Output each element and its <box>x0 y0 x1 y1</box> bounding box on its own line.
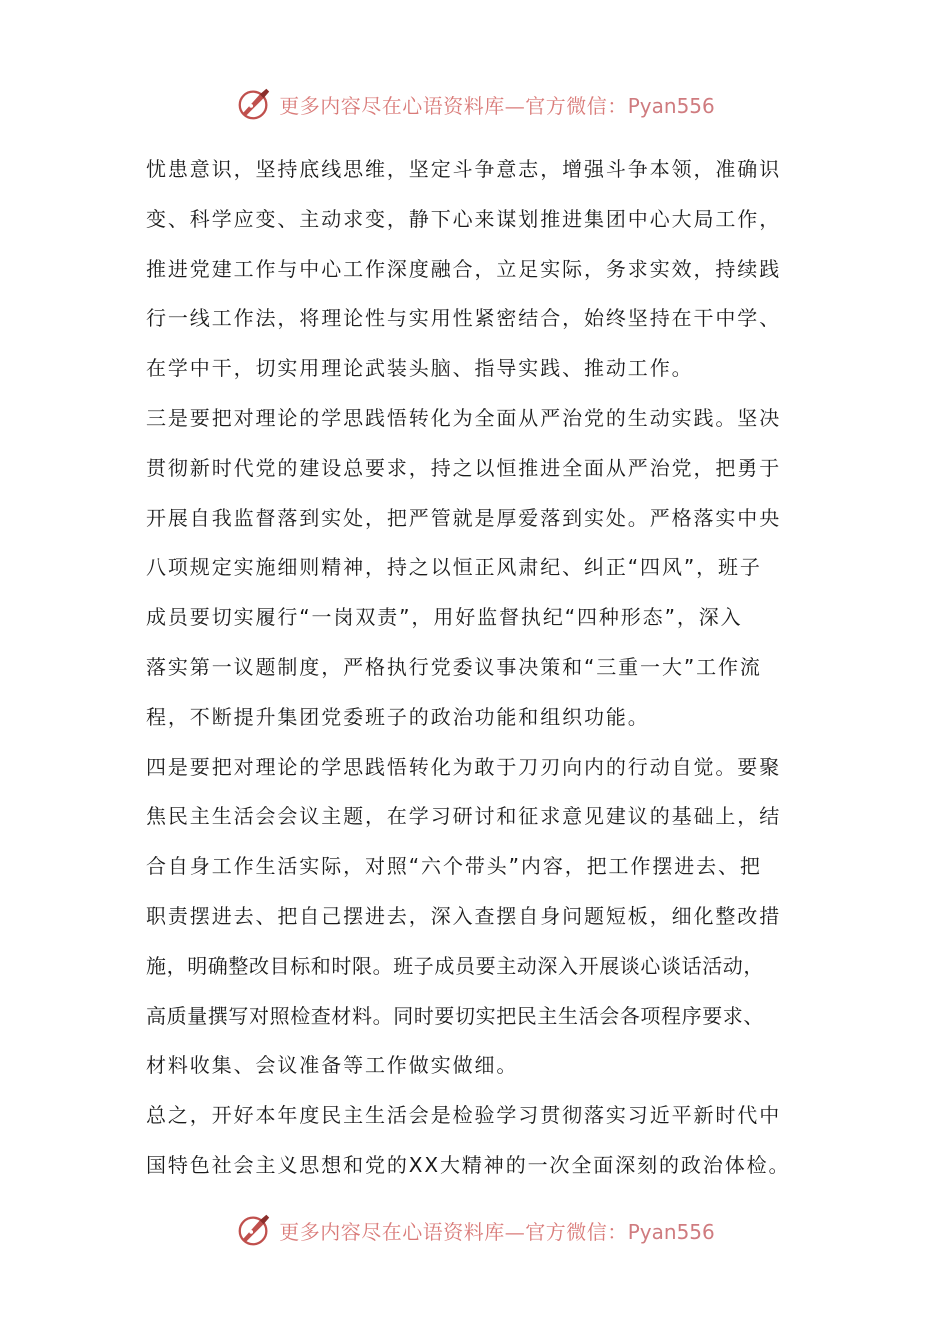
body-line: 推进党建工作与中心工作深度融合，立足实际，务求实效，持续践 <box>146 256 782 281</box>
body-line: 落实第一议题制度，严格执行党委议事决策和“三重一大”工作流 <box>146 654 762 679</box>
header-wechat-handle: Pyan556 <box>627 93 715 118</box>
document-body <box>146 145 818 1191</box>
body-line: 总之，开好本年度民主生活会是检验学习贯彻落实习近平新时代中 <box>146 1103 782 1128</box>
body-line: 在学中干，切实用理论武装头脑、指导实践、推动工作。 <box>146 356 694 381</box>
body-line: 变、科学应变、主动求变，静下心来谋划推进集团中心大局工作， <box>146 206 782 231</box>
pen-nib-logo-icon <box>235 1211 273 1249</box>
pen-nib-logo-icon <box>235 85 273 123</box>
body-line: 忧患意识，坚持底线思维，坚定斗争意志，增强斗争本领，准确识 <box>146 157 782 181</box>
body-line: 贯彻新时代党的建设总要求，持之以恒推进全面从严治党，把勇于 <box>146 455 782 480</box>
body-line: 合自身工作生活实际，对照“六个带头”内容，把工作摆进去、把 <box>146 854 762 879</box>
body-line: 四是要把对理论的学思践悟转化为敢于刀刃向内的行动自觉。要聚 <box>146 754 782 779</box>
body-line: 施，明确整改目标和时限。班子成员要主动深入开展谈心谈话活动， <box>146 953 764 978</box>
body-line: 三是要把对理论的学思践悟转化为全面从严治党的生动实践。坚决 <box>146 405 782 430</box>
body-line: 行一线工作法，将理论性与实用性紧密结合，始终坚持在干中学、 <box>146 306 782 331</box>
body-line: 开展自我监督落到实处，把严管就是厚爱落到实处。严格落实中央 <box>146 505 782 530</box>
body-line: 成员要切实履行“一岗双责”，用好监督执纪“四种形态”，深入 <box>146 605 743 630</box>
footer-watermark-text: 更多内容尽在心语资料库—官方微信：Pyan556 <box>279 1219 715 1244</box>
header-watermark-text: 更多内容尽在心语资料库—官方微信：Pyan556 <box>279 93 715 118</box>
body-line: 职责摆进去、把自己摆进去，深入查摆自身问题短板，细化整改措 <box>146 903 782 928</box>
body-line: 八项规定实施细则精神，持之以恒正风肃纪、纠正“四风”，班子 <box>146 555 762 580</box>
body-line: 高质量撰写对照检查材料。同时要切实把民主生活会各项程序要求、 <box>146 1003 764 1028</box>
body-line: 国特色社会主义思想和党的XX大精神的一次全面深刻的政治体检。 <box>146 1152 791 1177</box>
header-watermark-banner <box>0 82 950 126</box>
body-line: 材料收集、会议准备等工作做实做细。 <box>146 1053 519 1078</box>
footer-watermark-banner <box>0 1208 950 1252</box>
footer-wechat-handle: Pyan556 <box>627 1219 715 1244</box>
body-line: 程，不断提升集团党委班子的政治功能和组织功能。 <box>146 704 650 729</box>
body-line: 焦民主生活会会议主题，在学习研讨和征求意见建议的基础上，结 <box>146 804 782 829</box>
